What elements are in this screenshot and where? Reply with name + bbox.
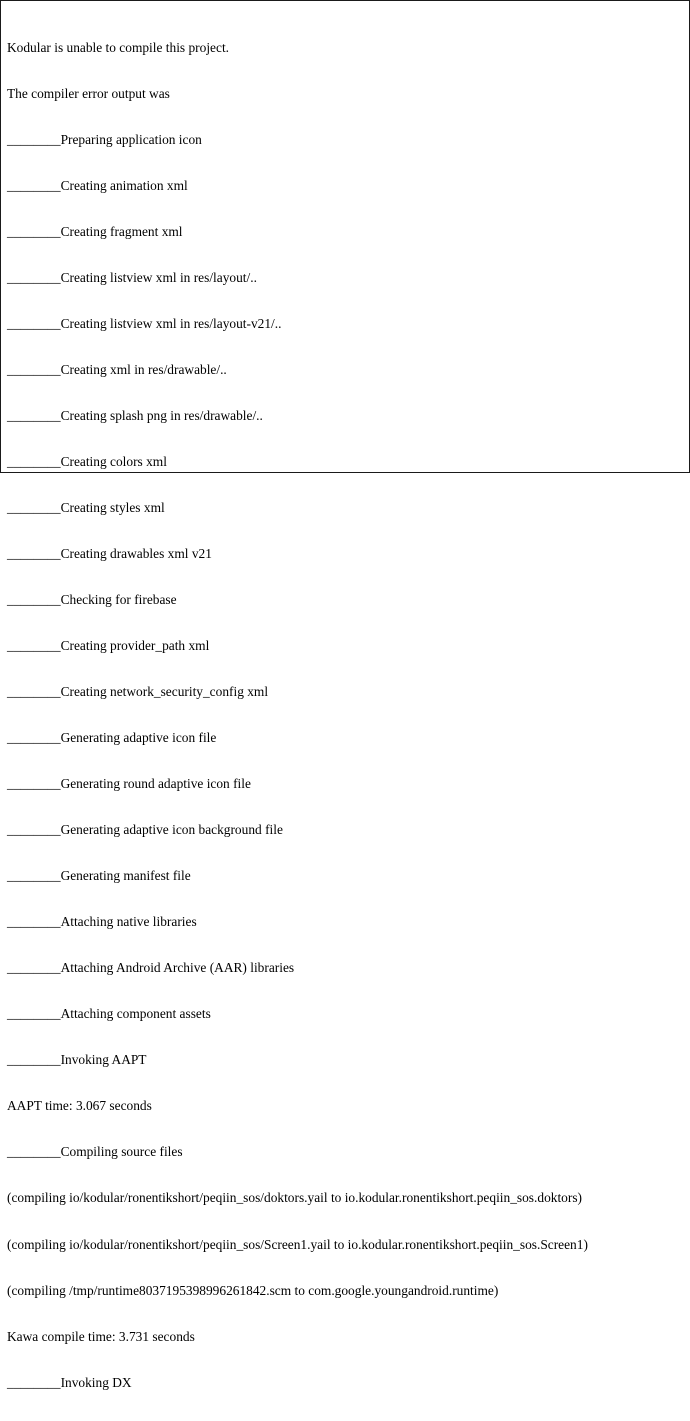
log-line: ________Creating provider_path xml xyxy=(7,638,210,654)
log-line: ________Invoking AAPT xyxy=(7,1052,147,1068)
error-heading: Kodular is unable to compile this project. xyxy=(7,39,230,55)
error-subheading: The compiler error output was xyxy=(7,85,170,101)
log-line: ________Attaching component assets xyxy=(7,1006,211,1022)
log-line: ________Creating drawables xml v21 xyxy=(7,546,212,562)
log-line: ________Creating splash png in res/drawable/.. xyxy=(7,407,263,423)
log-line: ________Creating animation xml xyxy=(7,177,188,193)
log-line: (compiling /tmp/runtime8037195398996261842.scm to com.google.youngandroid.runtime) xyxy=(7,1282,499,1298)
log-line: (compiling io/kodular/ronentikshort/peqiin_sos/doktors.yail to io.kodular.ronentikshort.peqiin_sos.doktors) xyxy=(7,1190,582,1206)
kawa-time-line: Kawa compile time: 3.731 seconds xyxy=(7,1328,195,1344)
log-line: ________Generating manifest file xyxy=(7,868,191,884)
log-line: ________Creating listview xml in res/layout/.. xyxy=(7,269,257,285)
log-line: ________Generating adaptive icon file xyxy=(7,730,217,746)
log-line: ________Attaching native libraries xyxy=(7,914,197,930)
log-line: ________Creating styles xml xyxy=(7,500,165,515)
log-line: ________Creating xml in res/drawable/.. xyxy=(7,361,227,377)
log-line: ________Compiling source files xyxy=(7,1144,183,1160)
log-line: ________Invoking DX xyxy=(7,1374,132,1390)
log-line: ________Checking for firebase xyxy=(7,592,177,608)
log-line: ________Generating round adaptive icon file xyxy=(7,776,251,792)
log-line: ________Attaching Android Archive (AAR) libraries xyxy=(7,960,295,976)
log-line: ________Creating colors xml xyxy=(7,453,167,469)
log-line: ________Creating listview xml in res/layout-v21/.. xyxy=(7,315,282,331)
compiler-log xyxy=(7,9,687,1421)
aapt-time-line: AAPT time: 3.067 seconds xyxy=(7,1098,152,1114)
log-line: ________Creating fragment xml xyxy=(7,223,183,239)
log-line: ________Preparing application icon xyxy=(7,131,202,147)
log-line: ________Creating network_security_config xml xyxy=(7,684,269,700)
log-line: ________Generating adaptive icon background file xyxy=(7,822,283,838)
log-line: (compiling io/kodular/ronentikshort/peqiin_sos/Screen1.yail to io.kodular.ronentikshort.peqiin_sos.Screen1) xyxy=(7,1236,588,1252)
